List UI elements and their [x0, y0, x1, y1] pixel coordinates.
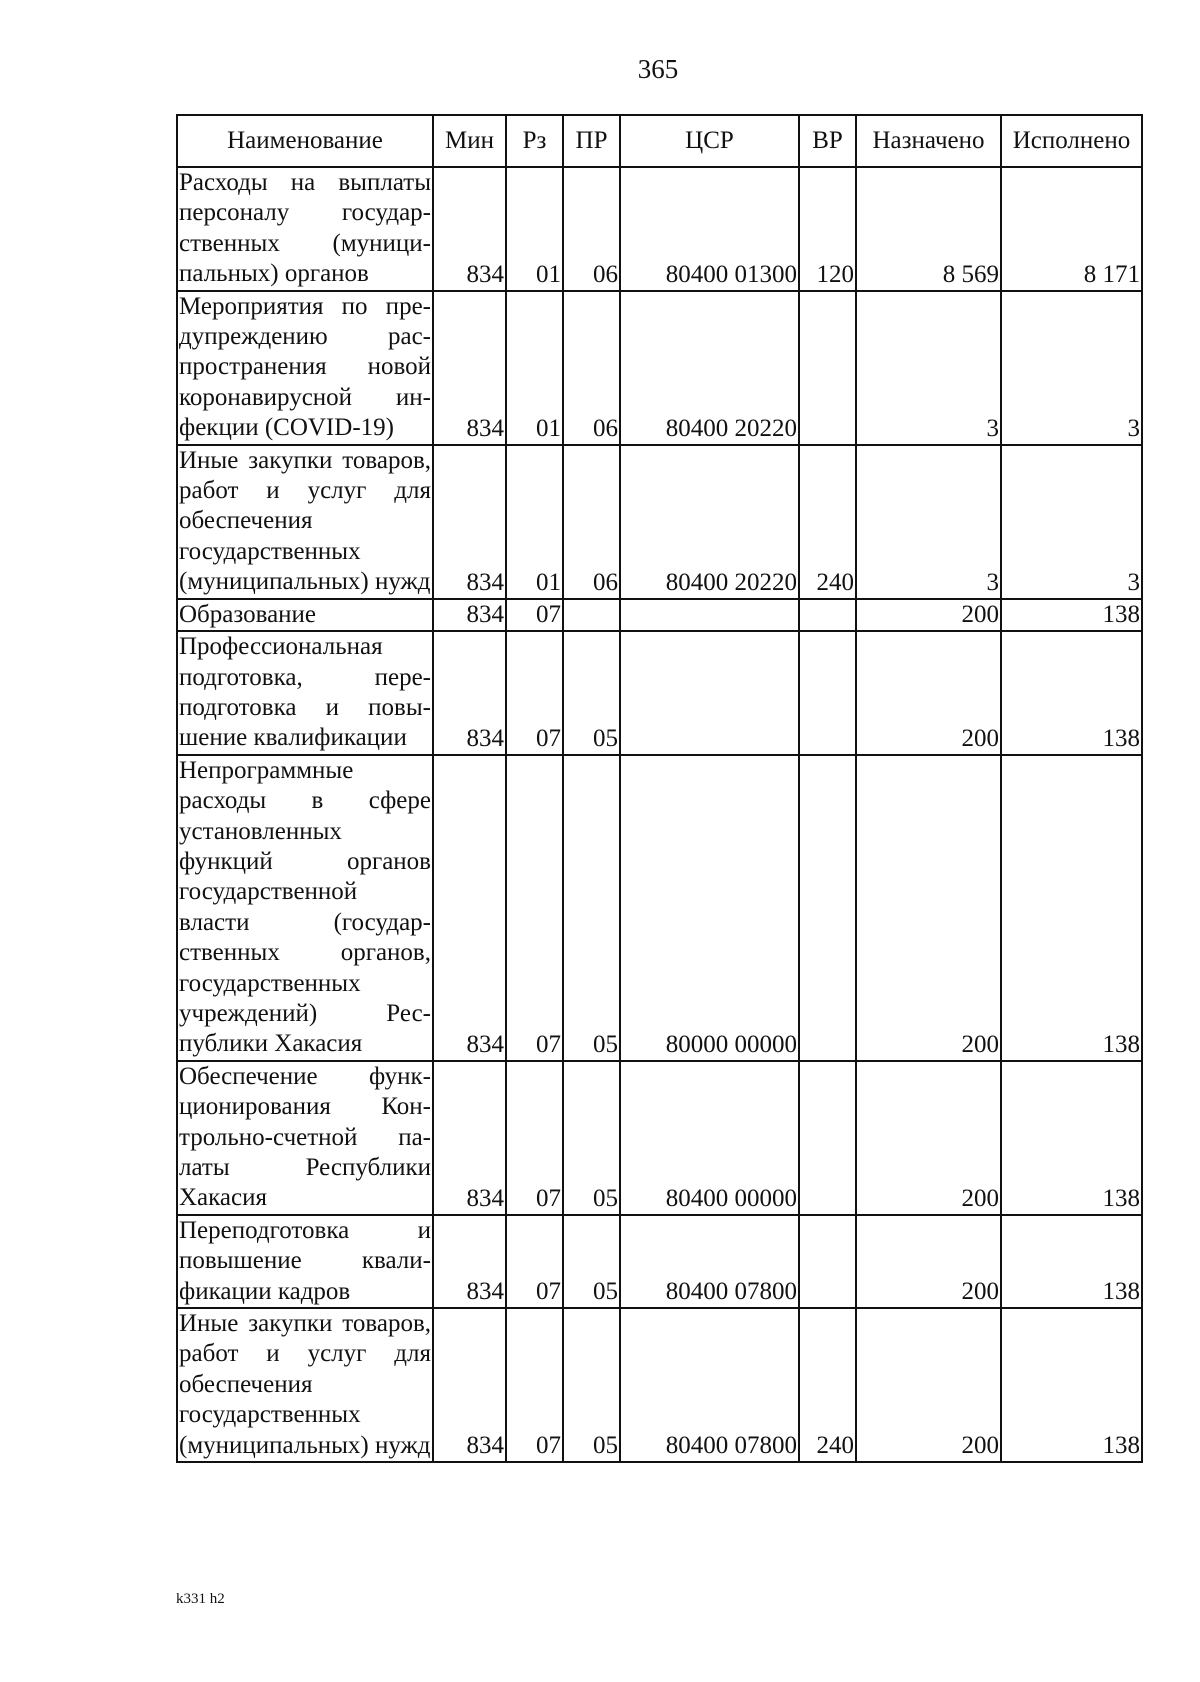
csr-cell	[620, 631, 799, 755]
min-cell: 834	[433, 599, 506, 631]
table-row	[177, 631, 1142, 755]
pr-cell: 06	[563, 291, 620, 445]
assigned-cell: 200	[856, 1308, 1001, 1462]
assigned-cell: 200	[856, 1061, 1001, 1215]
row-name-cell: Профессиональная подготовка, переподготовка и повышение квалификации	[177, 631, 433, 755]
csr-cell: 80400 20220	[620, 445, 799, 599]
vr-cell: 120	[799, 167, 856, 291]
column-header-pr: ПР	[563, 115, 620, 167]
column-header-min: Мин	[433, 115, 506, 167]
column-header-rz: Рз	[506, 115, 563, 167]
page-number: 365	[637, 54, 679, 84]
table-row	[177, 599, 1142, 631]
table-row	[177, 1308, 1142, 1462]
vr-cell	[799, 1215, 856, 1308]
min-cell: 834	[433, 167, 506, 291]
table-row	[177, 1061, 1142, 1215]
csr-cell: 80400 00000	[620, 1061, 799, 1215]
vr-cell	[799, 1061, 856, 1215]
rz-cell: 07	[506, 1308, 563, 1462]
pr-cell: 06	[563, 167, 620, 291]
min-cell: 834	[433, 1061, 506, 1215]
min-cell: 834	[433, 1215, 506, 1308]
row-name-cell: Образование	[177, 599, 433, 631]
vr-cell: 240	[799, 445, 856, 599]
executed-cell: 8 171	[1001, 167, 1142, 291]
csr-cell: 80400 20220	[620, 291, 799, 445]
executed-cell: 3	[1001, 291, 1142, 445]
column-header-executed: Исполнено	[1001, 115, 1142, 167]
table-row	[177, 167, 1142, 291]
vr-cell	[799, 599, 856, 631]
assigned-cell: 200	[856, 631, 1001, 755]
row-name-cell: Иные закупки товаров, работ и услуг для обеспечения государственных (муниципальных) нужд	[177, 445, 433, 599]
executed-cell: 138	[1001, 631, 1142, 755]
min-cell: 834	[433, 631, 506, 755]
row-name-cell: Переподготовка и повышение квалификации кадров	[177, 1215, 433, 1308]
executed-cell: 138	[1001, 755, 1142, 1061]
pr-cell: 05	[563, 631, 620, 755]
vr-cell	[799, 291, 856, 445]
rz-cell: 07	[506, 1061, 563, 1215]
csr-cell: 80400 01300	[620, 167, 799, 291]
executed-cell: 3	[1001, 445, 1142, 599]
rz-cell: 01	[506, 291, 563, 445]
pr-cell: 05	[563, 1061, 620, 1215]
min-cell: 834	[433, 755, 506, 1061]
csr-cell: 80000 00000	[620, 755, 799, 1061]
table-row	[177, 755, 1142, 1061]
executed-cell: 138	[1001, 599, 1142, 631]
row-name-cell: Непрограммные расходы в сфере установленных функций органов государственной власти (государственных органов, государственных учреждений) Республики Хакасия	[177, 755, 433, 1061]
row-name-cell: Мероприятия по предупреждению распространения новой коронавирусной инфекции (COVID-19)	[177, 291, 433, 445]
row-name-cell: Расходы на выплаты персоналу государственных (муниципальных) органов	[177, 167, 433, 291]
assigned-cell: 200	[856, 599, 1001, 631]
min-cell: 834	[433, 445, 506, 599]
rz-cell: 01	[506, 445, 563, 599]
assigned-cell: 200	[856, 1215, 1001, 1308]
csr-cell: 80400 07800	[620, 1308, 799, 1462]
vr-cell	[799, 755, 856, 1061]
column-header-vr: ВР	[799, 115, 856, 167]
pr-cell: 05	[563, 755, 620, 1061]
vr-cell	[799, 631, 856, 755]
pr-cell	[563, 599, 620, 631]
executed-cell: 138	[1001, 1308, 1142, 1462]
rz-cell: 01	[506, 167, 563, 291]
csr-cell	[620, 599, 799, 631]
min-cell: 834	[433, 291, 506, 445]
row-name-cell: Обеспечение функционирования Контрольно-счетной палаты Республики Хакасия	[177, 1061, 433, 1215]
document-code: k331 h2	[176, 1591, 225, 1607]
min-cell: 834	[433, 1308, 506, 1462]
column-header-assigned: Назначено	[856, 115, 1001, 167]
assigned-cell: 3	[856, 291, 1001, 445]
assigned-cell: 3	[856, 445, 1001, 599]
rz-cell: 07	[506, 631, 563, 755]
pr-cell: 06	[563, 445, 620, 599]
assigned-cell: 200	[856, 755, 1001, 1061]
pr-cell: 05	[563, 1215, 620, 1308]
table-header-row	[177, 115, 1142, 167]
executed-cell: 138	[1001, 1215, 1142, 1308]
row-name-cell: Иные закупки товаров, работ и услуг для обеспечения государственных (муниципальных) нужд	[177, 1308, 433, 1462]
csr-cell: 80400 07800	[620, 1215, 799, 1308]
table-row	[177, 1215, 1142, 1308]
table-row	[177, 445, 1142, 599]
executed-cell: 138	[1001, 1061, 1142, 1215]
pr-cell: 05	[563, 1308, 620, 1462]
column-header-name: Наименование	[177, 115, 433, 167]
vr-cell: 240	[799, 1308, 856, 1462]
assigned-cell: 8 569	[856, 167, 1001, 291]
column-header-csr: ЦСР	[620, 115, 799, 167]
rz-cell: 07	[506, 599, 563, 631]
rz-cell: 07	[506, 755, 563, 1061]
budget-table	[176, 114, 1143, 1463]
table-row	[177, 291, 1142, 445]
rz-cell: 07	[506, 1215, 563, 1308]
